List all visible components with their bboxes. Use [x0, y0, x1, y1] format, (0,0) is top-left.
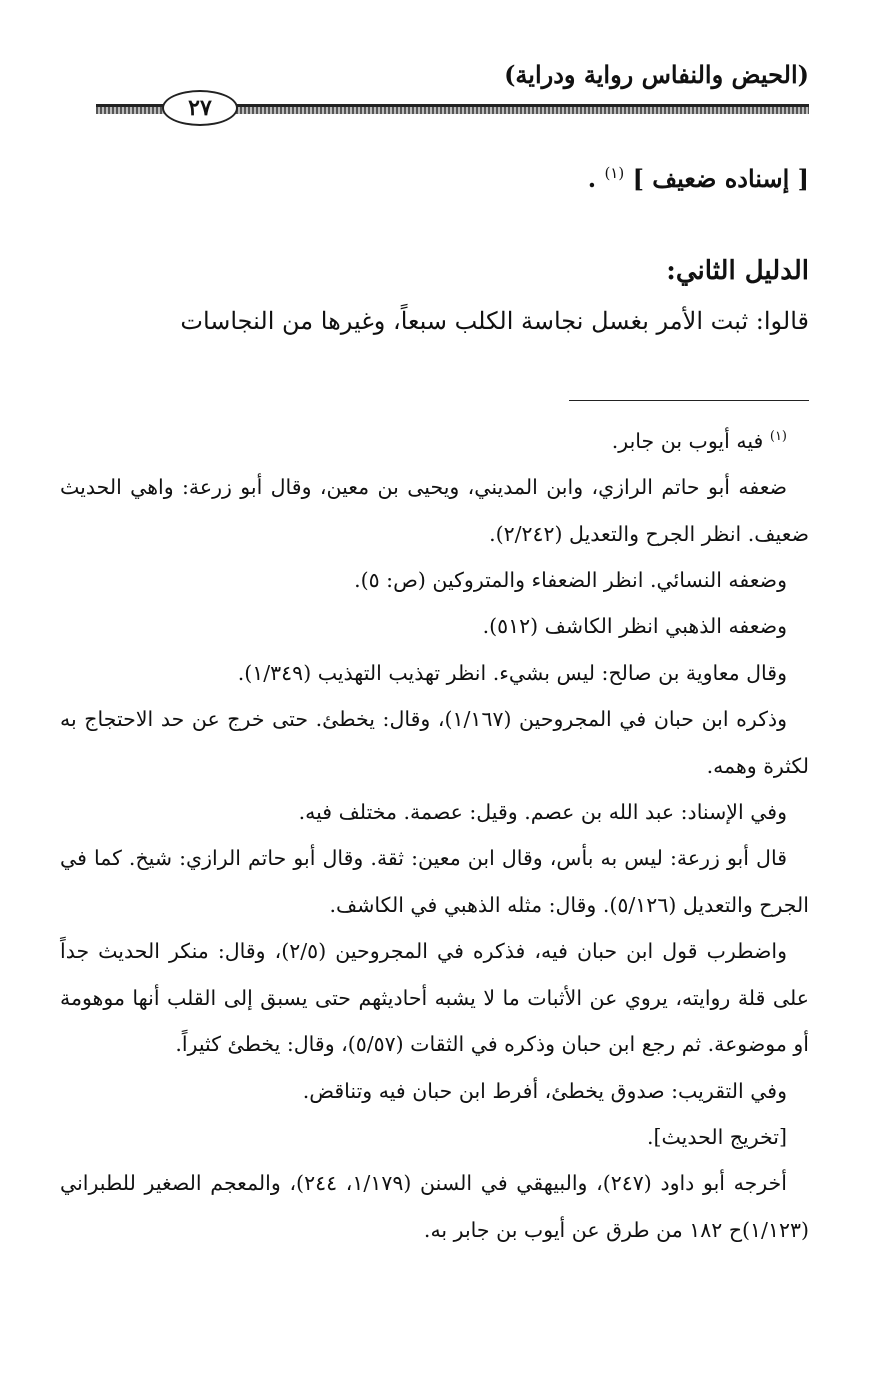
- isnad-end: .: [587, 164, 605, 193]
- footnote-line: قال أبو زرعة: ليس به بأس، وقال ابن معين: ثقة. وقال أبو حاتم الرازي: شيخ. كما في الجرح والتعديل (٥/١٢٦). وقال: مثله الذهبي في الكاشف.: [60, 846, 809, 917]
- footnotes: [60, 414, 809, 1253]
- footnote-line: وضعفه الذهبي انظر الكاشف (٥١٢).: [482, 614, 787, 639]
- footnote-line: [60, 414, 809, 464]
- footnote-line: ضعفه أبو حاتم الرازي، وابن المديني، ويحيى بن معين، وقال أبو زرعة: واهي الحديث ضعيف. انظر الجرح والتعديل (٢/٢٤٢).: [60, 475, 809, 546]
- footnote-line: وضعفه النسائي. انظر الضعفاء والمتروكين (ص: ٥).: [354, 568, 787, 593]
- takhrij-heading: [تخريج الحديث].: [647, 1124, 787, 1149]
- page-header: [96, 60, 809, 120]
- footnote-line: وذكره ابن حبان في المجروحين (١/١٦٧)، وقال: يخطئ. حتى خرج عن حد الاحتجاج به لكثرة وهمه.: [60, 707, 809, 778]
- footnote-separator: [569, 400, 809, 401]
- footnote-line: وقال معاوية بن صالح: ليس بشيء. انظر تهذيب التهذيب (١/٣٤٩).: [237, 660, 787, 685]
- footnote-text: فيه أيوب بن جابر.: [611, 428, 764, 453]
- section-heading: الدليل الثاني:: [666, 256, 809, 286]
- footnote-line: وفي الإسناد: عبد الله بن عصم. وقيل: عصمة. مختلف فيه.: [298, 800, 787, 825]
- body-paragraph: قالوا: ثبت الأمر بغسل نجاسة الكلب سبعاً، وغيرها من النجاسات: [180, 307, 809, 335]
- main-text: [96, 148, 809, 346]
- isnad-ruling: [96, 148, 809, 204]
- isnad-note-ref: (١): [604, 164, 625, 182]
- isnad-text: [ إسناده ضعيف ]: [632, 164, 809, 193]
- takhrij-text: أخرجه أبو داود (٢٤٧)، والبيهقي في السنن (١/١٧٩، ٢٤٤)، والمعجم الصغير للطبراني (١/١٢٣)ح ١٨٢ من طرق عن أيوب بن جابر به.: [60, 1171, 809, 1242]
- page-number: ٢٧: [162, 90, 238, 126]
- footnote-ref: (١): [769, 429, 787, 444]
- footnote-line: وفي التقريب: صدوق يخطئ، أفرط ابن حبان فيه وتناقض.: [302, 1078, 787, 1103]
- running-title: (الحيض والنفاس رواية ودراية): [504, 60, 809, 89]
- footnote-line: واضطرب قول ابن حبان فيه، فذكره في المجروحين (٢/٥)، وقال: منكر الحديث جداً على قلة روايته، يروي عن الأثبات ما لا يشبه أحاديثهم حتى يسبق إلى القلب أنها موهومة أو موضوعة. ثم رجع ابن حبان وذكره في الثقات (٥/٥٧)، وقال: يخطئ كثيراً.: [60, 939, 809, 1057]
